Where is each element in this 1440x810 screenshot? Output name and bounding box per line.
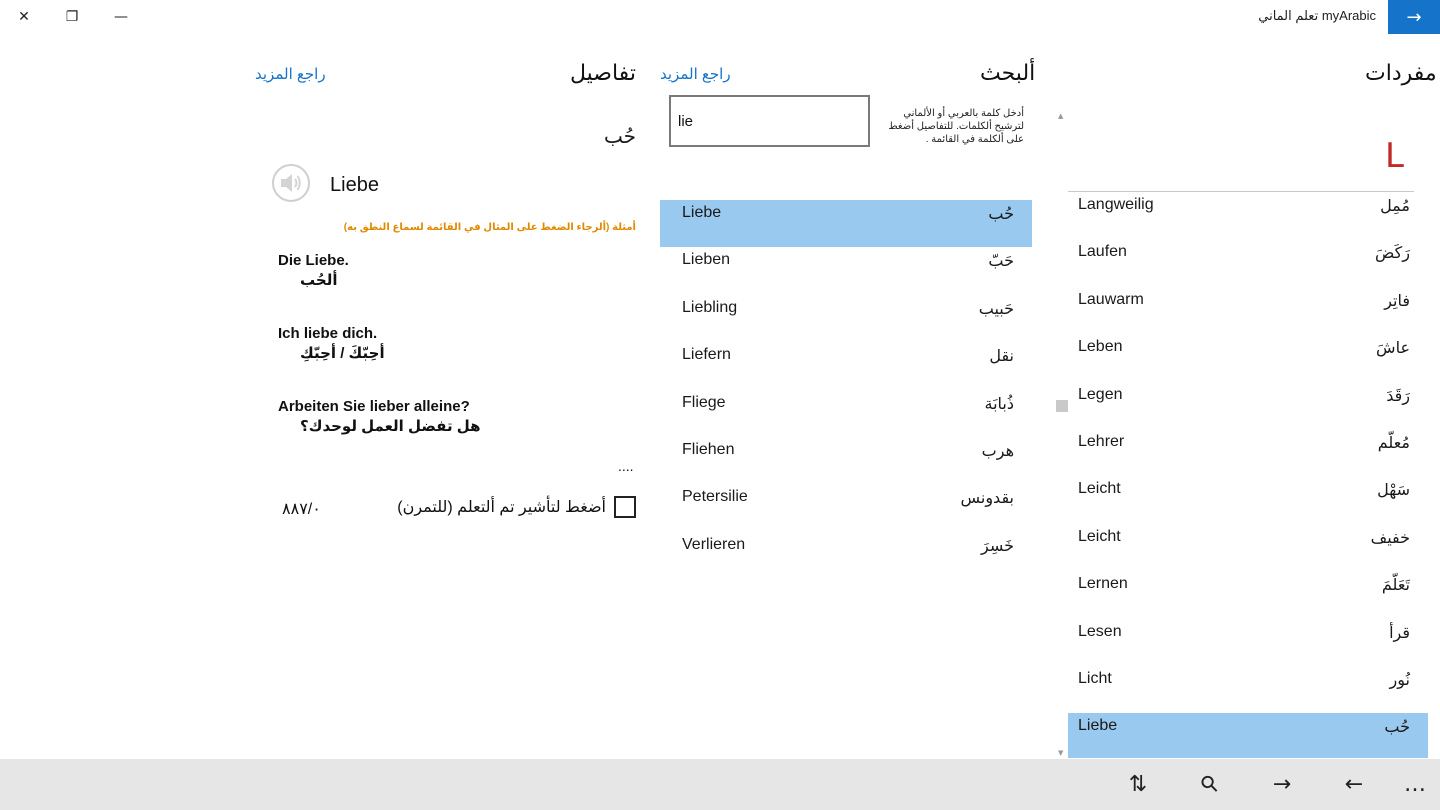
close-window-button[interactable]: ✕ — [18, 9, 30, 25]
item-arabic: قرأ — [1389, 624, 1410, 642]
detail-arabic-word: حُب — [603, 126, 636, 148]
example-german: Arbeiten Sie lieber alleine? — [278, 398, 470, 415]
item-german: Lieben — [682, 251, 731, 269]
arrow-left-icon: ← — [1344, 771, 1364, 797]
item-arabic: سَهْل — [1377, 482, 1410, 500]
item-arabic: نقل — [989, 348, 1014, 366]
item-german: Lesen — [1078, 622, 1122, 640]
item-arabic: رَقَدَ — [1386, 387, 1410, 405]
app-title: myArabic تعلم الماني — [1258, 8, 1376, 23]
item-german: Legen — [1078, 385, 1123, 403]
search-title: ألبحث — [980, 60, 1036, 85]
list-item[interactable] — [1068, 666, 1428, 713]
example-arabic: أحِبّكَ / أحِبّكِ — [300, 345, 385, 362]
list-item[interactable] — [1068, 619, 1428, 666]
example-item[interactable] — [278, 398, 481, 435]
item-german: Langweilig — [1078, 196, 1154, 213]
item-german: Licht — [1078, 669, 1112, 687]
list-item[interactable] — [660, 247, 1032, 294]
list-item[interactable] — [1068, 524, 1428, 571]
list-item[interactable] — [1068, 287, 1428, 334]
learned-toggle[interactable] — [397, 496, 636, 518]
item-arabic: ذُبابَة — [984, 395, 1014, 413]
arrow-right-icon: → — [1406, 6, 1422, 28]
item-arabic: حُب — [988, 206, 1014, 223]
search-results — [660, 200, 1032, 579]
item-arabic: مُمِل — [1380, 198, 1410, 215]
restore-window-button[interactable]: ❐ — [65, 9, 79, 25]
list-item[interactable] — [660, 390, 1032, 437]
search-more-link[interactable]: راجع المزيد — [660, 66, 731, 83]
vocabulary-list — [1068, 192, 1428, 758]
list-item[interactable] — [1068, 476, 1428, 523]
item-german: Leicht — [1078, 527, 1121, 545]
list-item[interactable] — [660, 200, 1032, 247]
item-arabic: نُور — [1389, 671, 1410, 689]
detail-german-word: Liebe — [330, 174, 379, 196]
item-arabic: حُب — [1384, 719, 1410, 737]
search-scrollbar-thumb[interactable] — [1056, 400, 1068, 412]
sort-icon: ⇅ — [1128, 771, 1148, 797]
item-arabic: خَسِرَ — [981, 537, 1014, 555]
more-examples-ellipsis: .... — [618, 458, 634, 474]
search-input[interactable] — [669, 95, 870, 147]
item-arabic: تَعَلّمَ — [1381, 577, 1410, 595]
search-icon: ⚲ — [1195, 769, 1225, 799]
search-hint: أدخل كلمة بالعربي أو الألماني لترشيح ألكلمات. للتفاصيل أضغط على ألكلمة في القائمة . — [888, 108, 1024, 145]
speaker-icon — [279, 172, 303, 194]
title-bar — [0, 0, 1440, 34]
item-german: Fliehen — [682, 440, 735, 458]
item-arabic: عاشَ — [1376, 340, 1410, 358]
list-item[interactable] — [660, 484, 1032, 531]
item-german: Liebe — [682, 204, 722, 221]
example-german: Die Liebe. — [278, 252, 349, 269]
list-item[interactable] — [660, 342, 1032, 389]
details-title: تفاصيل — [570, 60, 636, 85]
list-item[interactable] — [660, 437, 1032, 484]
list-item[interactable] — [1068, 571, 1428, 618]
learned-counter: ٨٨٧/٠ — [282, 501, 321, 518]
forward-button[interactable] — [1262, 767, 1302, 801]
example-item[interactable] — [278, 252, 349, 289]
list-item[interactable] — [1068, 239, 1428, 286]
title-back-button[interactable] — [1388, 0, 1440, 34]
item-german: Liefern — [682, 346, 731, 364]
item-arabic: فاتِر — [1384, 292, 1410, 310]
item-german: Liebe — [1078, 717, 1118, 735]
item-german: Laufen — [1078, 243, 1127, 261]
item-arabic: بقدونس — [960, 490, 1014, 508]
item-german: Lehrer — [1078, 432, 1125, 450]
list-item[interactable] — [1068, 334, 1428, 381]
ellipsis-icon: … — [1404, 771, 1426, 797]
item-german: Leicht — [1078, 480, 1121, 498]
details-more-link[interactable]: راجع المزيد — [255, 66, 326, 83]
vocabulary-title: مفردات — [1365, 60, 1437, 85]
item-arabic: حَبّ — [988, 253, 1014, 271]
list-item[interactable] — [660, 295, 1032, 342]
item-arabic: خفيف — [1370, 529, 1410, 547]
example-arabic: ألحُب — [300, 272, 338, 289]
examples-note: أمثلة (ألرجاء الضغط على المثال في القائمة لسماع النطق به) — [343, 222, 636, 233]
item-german: Liebling — [682, 298, 738, 316]
list-item[interactable] — [1068, 429, 1428, 476]
more-options-button[interactable] — [1395, 767, 1435, 801]
example-german: Ich liebe dich. — [278, 325, 378, 342]
search-button[interactable] — [1190, 767, 1230, 801]
item-german: Leben — [1078, 338, 1123, 356]
item-german: Lernen — [1078, 575, 1128, 593]
vocabulary-scrollbar[interactable] — [1056, 112, 1068, 757]
item-german: Lauwarm — [1078, 290, 1144, 308]
arrow-right-icon: → — [1272, 771, 1292, 797]
item-german: Fliege — [682, 393, 726, 411]
list-item[interactable] — [1068, 382, 1428, 429]
item-arabic: حَبيب — [978, 300, 1014, 318]
item-arabic: رَكَضَ — [1375, 245, 1410, 263]
example-arabic: هل تفضل العمل لوحدك؟ — [300, 418, 481, 435]
list-item[interactable] — [1068, 192, 1428, 239]
item-arabic: هرب — [981, 442, 1014, 460]
back-button[interactable] — [1334, 767, 1374, 801]
sort-button[interactable] — [1118, 767, 1158, 801]
learned-label: أضغط لتأشير تم ألتعلم (للتمرن) — [397, 499, 606, 516]
example-item[interactable] — [278, 325, 385, 362]
bottom-app-bar — [0, 759, 1440, 810]
item-arabic: مُعلّم — [1377, 434, 1410, 452]
scroll-down-icon[interactable]: ▼ — [1058, 749, 1064, 757]
current-letter: L — [1385, 136, 1404, 176]
learned-checkbox[interactable] — [614, 496, 636, 518]
speaker-button[interactable] — [272, 164, 310, 202]
scroll-up-icon[interactable]: ▲ — [1058, 112, 1064, 120]
item-german: Verlieren — [682, 535, 746, 553]
item-german: Petersilie — [682, 488, 748, 506]
list-item[interactable] — [1068, 713, 1428, 758]
minimize-window-button[interactable]: — — [114, 9, 128, 25]
list-item[interactable] — [660, 532, 1032, 579]
